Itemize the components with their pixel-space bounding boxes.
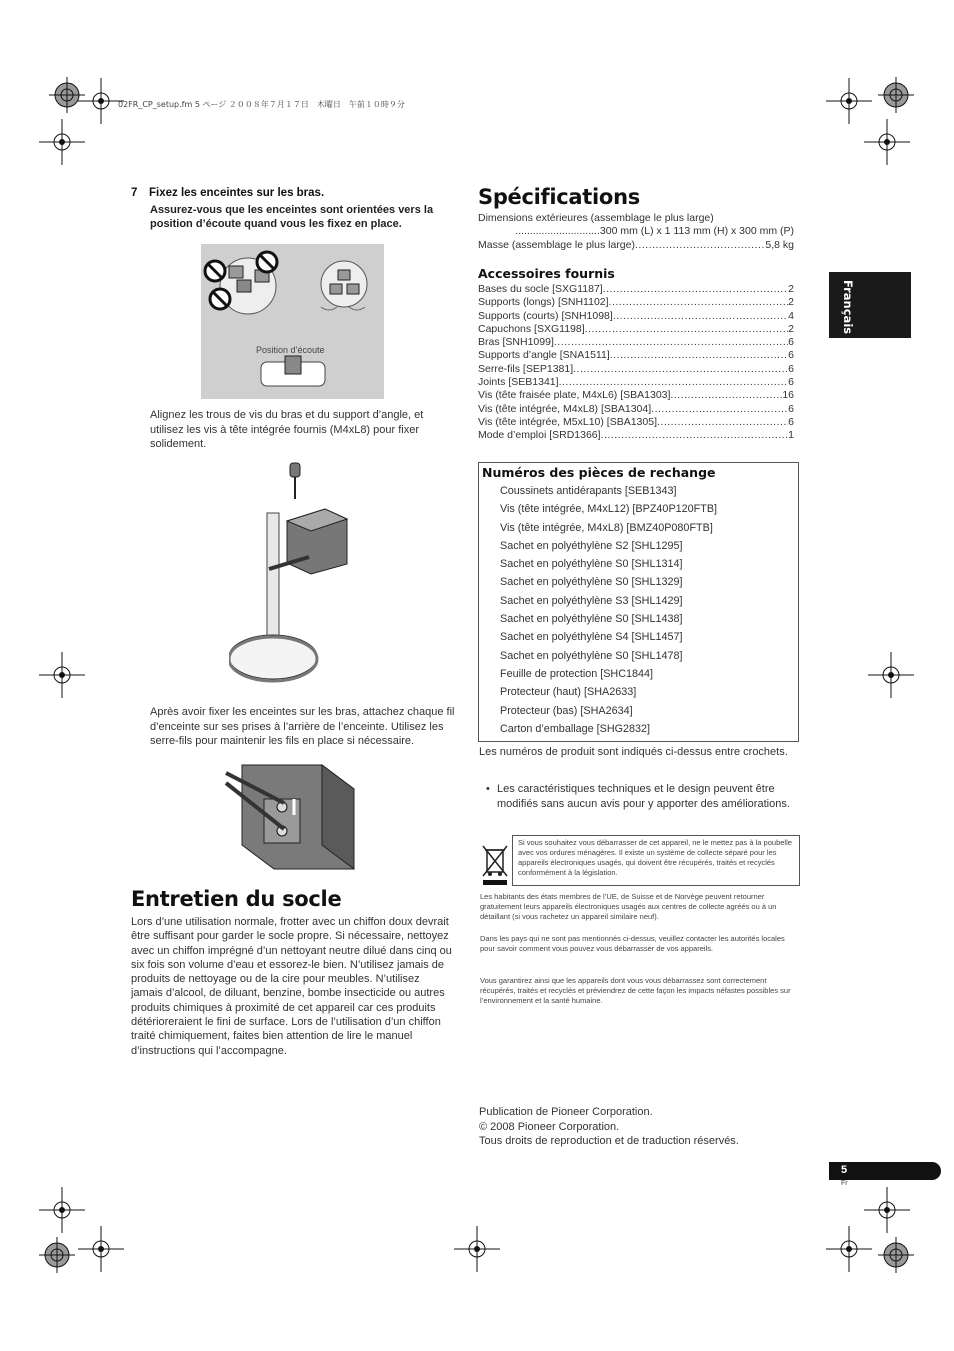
accessory-qty: 6 (788, 376, 794, 389)
accessory-label: Supports (longs) [SNH1102] (478, 296, 609, 309)
accessory-row (478, 283, 794, 296)
crosshair-mark-icon (864, 119, 910, 165)
bullet-icon: • (486, 783, 490, 795)
step-subtitle: Assurez-vous que les enceintes sont orientées vers la position d’écoute quand vous les fixez en place. (150, 204, 434, 230)
step-title: Fixez les enceintes sur les bras. (149, 187, 325, 199)
parts-title: Numéros des pièces de rechange (482, 465, 716, 480)
accessory-qty: 2 (788, 283, 794, 295)
step-number: 7 (131, 187, 138, 199)
part-item: Protecteur (bas) [SHA2634] (500, 704, 633, 717)
weee-paragraph-1: Les habitants des états membres de l’UE, de Suisse et de Norvège peuvent retourner gratuitement leurs appareils électroniques usagés aux centres de collecte agréés ou à un détaillant (si vous rachetez un appareil similaire neuf). (480, 892, 777, 922)
accessories-title: Accessoires fournis (478, 266, 615, 281)
spec-change-note (486, 782, 802, 811)
page-number: 5 (841, 1164, 848, 1176)
crosshair-mark-icon (864, 1187, 910, 1233)
part-item: Feuille de protection [SHC1844] (500, 667, 654, 680)
accessory-row (478, 349, 794, 362)
part-item: Vis (tête intégrée, M4xL8) [BMZ40P080FTB] (500, 521, 713, 534)
page-number-badge (829, 1162, 941, 1180)
specs-title: Spécifications (478, 185, 640, 209)
crosshair-mark-icon (826, 78, 872, 124)
part-item: Carton d’emballage [SHG2832] (500, 722, 651, 735)
crosshair-mark-icon (454, 1226, 500, 1272)
specs-dimensions (478, 212, 794, 252)
registration-mark-icon (873, 72, 919, 118)
accessory-label: Supports (courts) [SNH1098] (478, 309, 613, 322)
accessory-label: Bases du socle [SXG1187] (478, 283, 603, 295)
accessory-row (478, 376, 794, 389)
care-text: Lors d’une utilisation normale, frotter avec un chiffon doux devrait être suffisant pour garder le socle propre. Si nécessaire, nettoyez avec un chiffon imprégné d’un nettoyant neutre dilué dans cinq ou six fois son volume d’eau et essorez-le bien. N’utilisez jamais de produits de nettoyage ou de la cire pour meubles. N’utilisez jamais d’alcool, de diluant, benzine, bombe insecticide ou autres produits chimiques à proximité de cet appareil car ces produits détérioreraient le fini de surface. Lors de l’utilisation d’un chiffon traité chimiquement, faites bien attention de lire le manuel d’instructions qui l’accompagne. (131, 916, 452, 1057)
crosshair-mark-icon (78, 1226, 124, 1272)
parts-list (500, 482, 798, 738)
accessory-qty: 4 (788, 309, 794, 322)
registration-mark-icon (873, 1232, 919, 1278)
speaker-orientation-diagram (201, 244, 384, 399)
accessory-qty: 6 (788, 336, 794, 349)
replacement-parts-box (478, 462, 799, 742)
part-item: Sachet en polyéthylène S0 [SHL1329] (500, 576, 683, 589)
step-7 (131, 187, 451, 231)
accessory-label: Mode d’emploi [SRD1366] (478, 429, 601, 442)
accessory-row (478, 296, 794, 309)
weee-box: Si vous souhaitez vous débarrasser de cet appareil, ne le mettez pas à la poubelle avec vos ordures ménagères. Il existe un système de collecte séparé pour les appareils électroniques usagés, qui doivent être récupérés, traités et recyclés conformément à la législation. (512, 835, 800, 886)
accessory-row (478, 310, 794, 323)
accessory-row (478, 336, 794, 349)
stand-assembly-figure (229, 459, 359, 689)
accessory-row (478, 416, 794, 429)
publication-line-2: © 2008 Pioneer Corporation. (479, 1120, 620, 1133)
accessories-list (478, 283, 794, 443)
accessory-qty: 6 (788, 402, 794, 415)
accessory-label: Vis (tête intégrée, M4xL8) [SBA1304] (478, 402, 652, 415)
weee-paragraph-3: Vous garantirez ainsi que les appareils dont vous vous débarrassez sont correctement récupérés, traités et recyclés et préviendrez de cette façon les impacts néfastes possibles sur l’environnement et la santé humaine. (480, 976, 791, 1006)
registration-mark-icon (34, 1232, 80, 1278)
accessory-label: Vis (tête intégrée, M5xL10) [SBA1305] (478, 415, 657, 428)
language-tab (829, 272, 911, 338)
publication-info (479, 1105, 799, 1149)
accessory-label: Supports d’angle [SNA1511] (478, 349, 610, 362)
mass-value: 5,8 kg (765, 238, 794, 251)
part-item: Protecteur (haut) [SHA2633] (500, 686, 637, 699)
accessory-label: Bras [SNH1099] (478, 336, 554, 349)
accessory-row (478, 363, 794, 376)
parts-note: Les numéros de produit sont indiqués ci-dessus entre crochets. (479, 746, 788, 758)
accessory-qty: 6 (788, 415, 794, 428)
part-item: Sachet en polyéthylène S3 [SHL1429] (500, 594, 683, 607)
part-item: Sachet en polyéthylène S0 [SHL1478] (500, 649, 683, 662)
weee-paragraph-2: Dans les pays qui ne sont pas mentionnés ci-dessus, veuillez contacter les autorités locales pour savoir comment vous pouvez vous débarrasser de vos appareils. (480, 934, 785, 954)
crossed-bin-icon (480, 842, 510, 886)
language-tab-label: Français (841, 280, 855, 335)
part-item: Sachet en polyéthylène S2 [SHL1295] (500, 539, 683, 552)
crosshair-mark-icon (39, 119, 85, 165)
paragraph-align-screws: Alignez les trous de vis du bras et du support d’angle, et utilisez les vis à tête intégrée fournis (M4xL8) pour fixer solidement. (150, 409, 424, 450)
listening-position-label: Position d’écoute (256, 345, 325, 355)
part-item: Sachet en polyéthylène S0 [SHL1438] (500, 613, 683, 626)
spec-change-text: Les caractéristiques techniques et le design peuvent être modifiés sans aucun avis pour y apporter des améliorations. (497, 783, 790, 810)
publication-line-1: Publication de Pioneer Corporation. (479, 1106, 653, 1118)
crosshair-mark-icon (868, 652, 914, 698)
part-item: Vis (tête intégrée, M4xL12) [BPZ40P120FTB] (500, 503, 718, 516)
part-item: Coussinets antidérapants [SEB1343] (500, 485, 677, 497)
accessory-qty: 2 (788, 322, 794, 335)
accessory-row (478, 403, 794, 416)
accessory-row (478, 389, 794, 402)
mass-row (478, 239, 794, 252)
dims-value-row (478, 225, 794, 238)
accessory-qty: 16 (782, 389, 794, 402)
part-item: Sachet en polyéthylène S4 [SHL1457] (500, 631, 683, 644)
speaker-terminals-figure (224, 759, 355, 873)
accessory-label: Serre-fils [SEP1381] (478, 362, 574, 375)
paragraph-attach-wires: Après avoir fixer les enceintes sur les bras, attachez chaque fil d’enceinte sur ses prises à l’arrière de l’enceinte. Utilisez les serre-fils pour maintenir les fils en place si nécessaire. (150, 706, 455, 747)
care-title: Entretien du socle (131, 887, 342, 911)
stand-assembly-diagram (229, 459, 359, 689)
step-heading (131, 187, 451, 199)
accessory-qty: 6 (788, 362, 794, 375)
accessory-row (478, 429, 794, 442)
page-language: Fr (841, 1180, 848, 1187)
dims-label: Dimensions extérieures (assemblage le plus large) (478, 212, 714, 224)
accessory-label: Vis (tête fraisée plate, M4xL6) [SBA1303] (478, 389, 671, 402)
accessory-label: Capuchons [SXG1198] (478, 322, 585, 335)
dims-label-row (478, 212, 794, 225)
accessory-qty: 1 (788, 429, 794, 442)
mass-label: Masse (assemblage le plus large) (478, 238, 635, 251)
publication-line-3: Tous droits de reproduction et de traduction réservés. (479, 1135, 739, 1147)
crosshair-mark-icon (78, 78, 124, 124)
crosshair-mark-icon (39, 652, 85, 698)
dims-value: .............................300 mm (L) x 1 113 mm (H) x 300 mm (P) (515, 225, 794, 238)
speaker-terminals-diagram (224, 759, 355, 873)
accessory-qty: 2 (788, 296, 794, 309)
speaker-orientation-figure (201, 244, 384, 399)
file-header: 02FR_CP_setup.fm 5 ページ ２００８年７月１７日 木曜日 午前１０時９分 (118, 100, 405, 109)
part-item: Sachet en polyéthylène S0 [SHL1314] (500, 558, 683, 571)
accessory-row (478, 323, 794, 336)
accessory-qty: 6 (788, 349, 794, 362)
accessory-label: Joints [SEB1341] (478, 376, 559, 389)
